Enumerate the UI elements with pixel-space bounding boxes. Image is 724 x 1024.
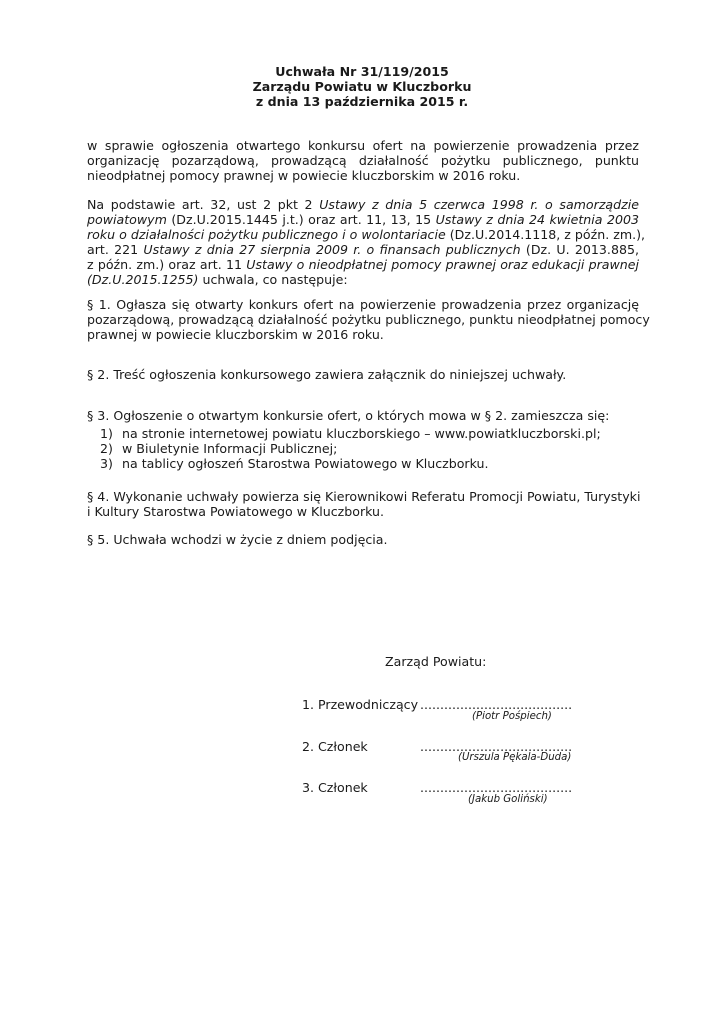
- section-4: [87, 489, 639, 519]
- act-title: (Dz.U.2015.1255): [87, 272, 199, 287]
- section-line: § 3. Ogłoszenie o otwartym konkursie ofert, o których mowa w § 2. zamieszcza się:: [87, 408, 610, 423]
- act-title: roku o działalności pożytku publicznego i o wolontariacie: [87, 227, 446, 242]
- issuing-body: Zarządu Powiatu w Kluczborku: [252, 79, 472, 94]
- list-text: na stronie internetowej powiatu kluczborskiego – www.powiatkluczborski.pl;: [122, 426, 601, 441]
- section-line: § 4. Wykonanie uchwały powierza się Kierownikowi Referatu Promocji Powiatu, Turystyki: [87, 489, 641, 504]
- text-fragment: Na podstawie art. 32, ust 2 pkt 2: [87, 197, 320, 212]
- signatory-name: (Jakub Goliński): [468, 794, 548, 805]
- section-line: § 2. Treść ogłoszenia konkursowego zawiera załącznik do niniejszej uchwały.: [87, 367, 567, 382]
- text-fragment: z późn. zm.) oraz art. 11: [87, 257, 247, 272]
- signatory-name: (Piotr Pośpiech): [472, 711, 552, 722]
- resolution-number: Uchwała Nr 31/119/2015: [275, 64, 449, 79]
- text-fragment: uchwala, co następuje:: [198, 272, 348, 287]
- section-line: pozarządową, prowadzącą działalność pożytku publicznego, punktu nieodpłatnej pomocy: [87, 312, 650, 327]
- list-number: 2): [100, 441, 113, 456]
- act-title: powiatowym: [87, 212, 167, 227]
- section-line: § 5. Uchwała wchodzi w życie z dniem podjęcia.: [87, 532, 388, 547]
- legal-basis-line: [87, 272, 639, 287]
- board-label: Zarząd Powiatu:: [385, 654, 487, 669]
- legal-basis-line: [87, 257, 639, 272]
- text-fragment: (Dz.U.2015.1445 j.t.) oraz art. 11, 13, 15: [166, 212, 436, 227]
- subject-paragraph: [87, 138, 639, 183]
- signature-role: 3. Członek: [302, 780, 368, 795]
- resolution-date: z dnia 13 października 2015 r.: [255, 94, 469, 109]
- signatory-name: (Urszula Pękala-Duda): [458, 752, 572, 763]
- legal-basis-line: [87, 197, 639, 212]
- list-item: [100, 426, 601, 441]
- list-number: 1): [100, 426, 113, 441]
- signature-dots: ......................................: [420, 780, 573, 795]
- list-number: 3): [100, 456, 113, 471]
- section-2: [87, 367, 639, 382]
- act-title: Ustawy z dnia 24 kwietnia 2003: [435, 212, 639, 227]
- list-item: [100, 441, 601, 456]
- list-text: w Biuletynie Informacji Publicznej;: [122, 441, 338, 456]
- signature-role: 2. Członek: [302, 739, 368, 754]
- text-fragment: (Dz.U.2014.1118, z późn. zm.),: [445, 227, 646, 242]
- section-line: i Kultury Starostwa Powiatowego w Kluczborku.: [87, 504, 385, 519]
- section-3: [87, 408, 639, 423]
- text-fragment: (Dz. U. 2013.885,: [520, 242, 639, 257]
- legal-basis-paragraph: [87, 197, 646, 287]
- act-title: Ustawy o nieodpłatnej pomocy prawnej oraz edukacji prawnej: [246, 257, 639, 272]
- signature-dots: ......................................: [420, 739, 573, 754]
- text-fragment: art. 221: [87, 242, 144, 257]
- subject-line: organizację pozarządową, prowadzącą działalność pożytku publicznego, punktu: [87, 153, 639, 168]
- list-text: na tablicy ogłoszeń Starostwa Powiatowego w Kluczborku.: [122, 456, 489, 471]
- subject-line: nieodpłatnej pomocy prawnej w powiecie kluczborskim w 2016 roku.: [87, 168, 521, 183]
- signature-dots: ......................................: [420, 697, 573, 712]
- signature-role: 1. Przewodniczący: [302, 697, 419, 712]
- subject-line: w sprawie ogłoszenia otwartego konkursu ofert na powierzenie prowadzenia przez: [87, 138, 639, 153]
- section-1: [87, 297, 650, 342]
- act-title: Ustawy z dnia 5 czerwca 1998 r. o samorządzie: [319, 197, 639, 212]
- signature-line-member: [302, 780, 572, 795]
- section-line: § 1. Ogłasza się otwarty konkurs ofert na powierzenie prowadzenia przez organizację: [87, 297, 639, 312]
- list-item: [100, 456, 601, 471]
- resolution-header: [0, 64, 724, 109]
- publication-list: [100, 426, 601, 471]
- legal-basis-line: [87, 227, 646, 242]
- act-title: Ustawy z dnia 27 sierpnia 2009 r. o finansach publicznych: [143, 242, 521, 257]
- legal-basis-line: [87, 212, 639, 227]
- legal-basis-line: [87, 242, 639, 257]
- section-line: prawnej w powiecie kluczborskim w 2016 roku.: [87, 327, 384, 342]
- section-5: [87, 532, 639, 547]
- signature-line-chairman: [302, 697, 572, 712]
